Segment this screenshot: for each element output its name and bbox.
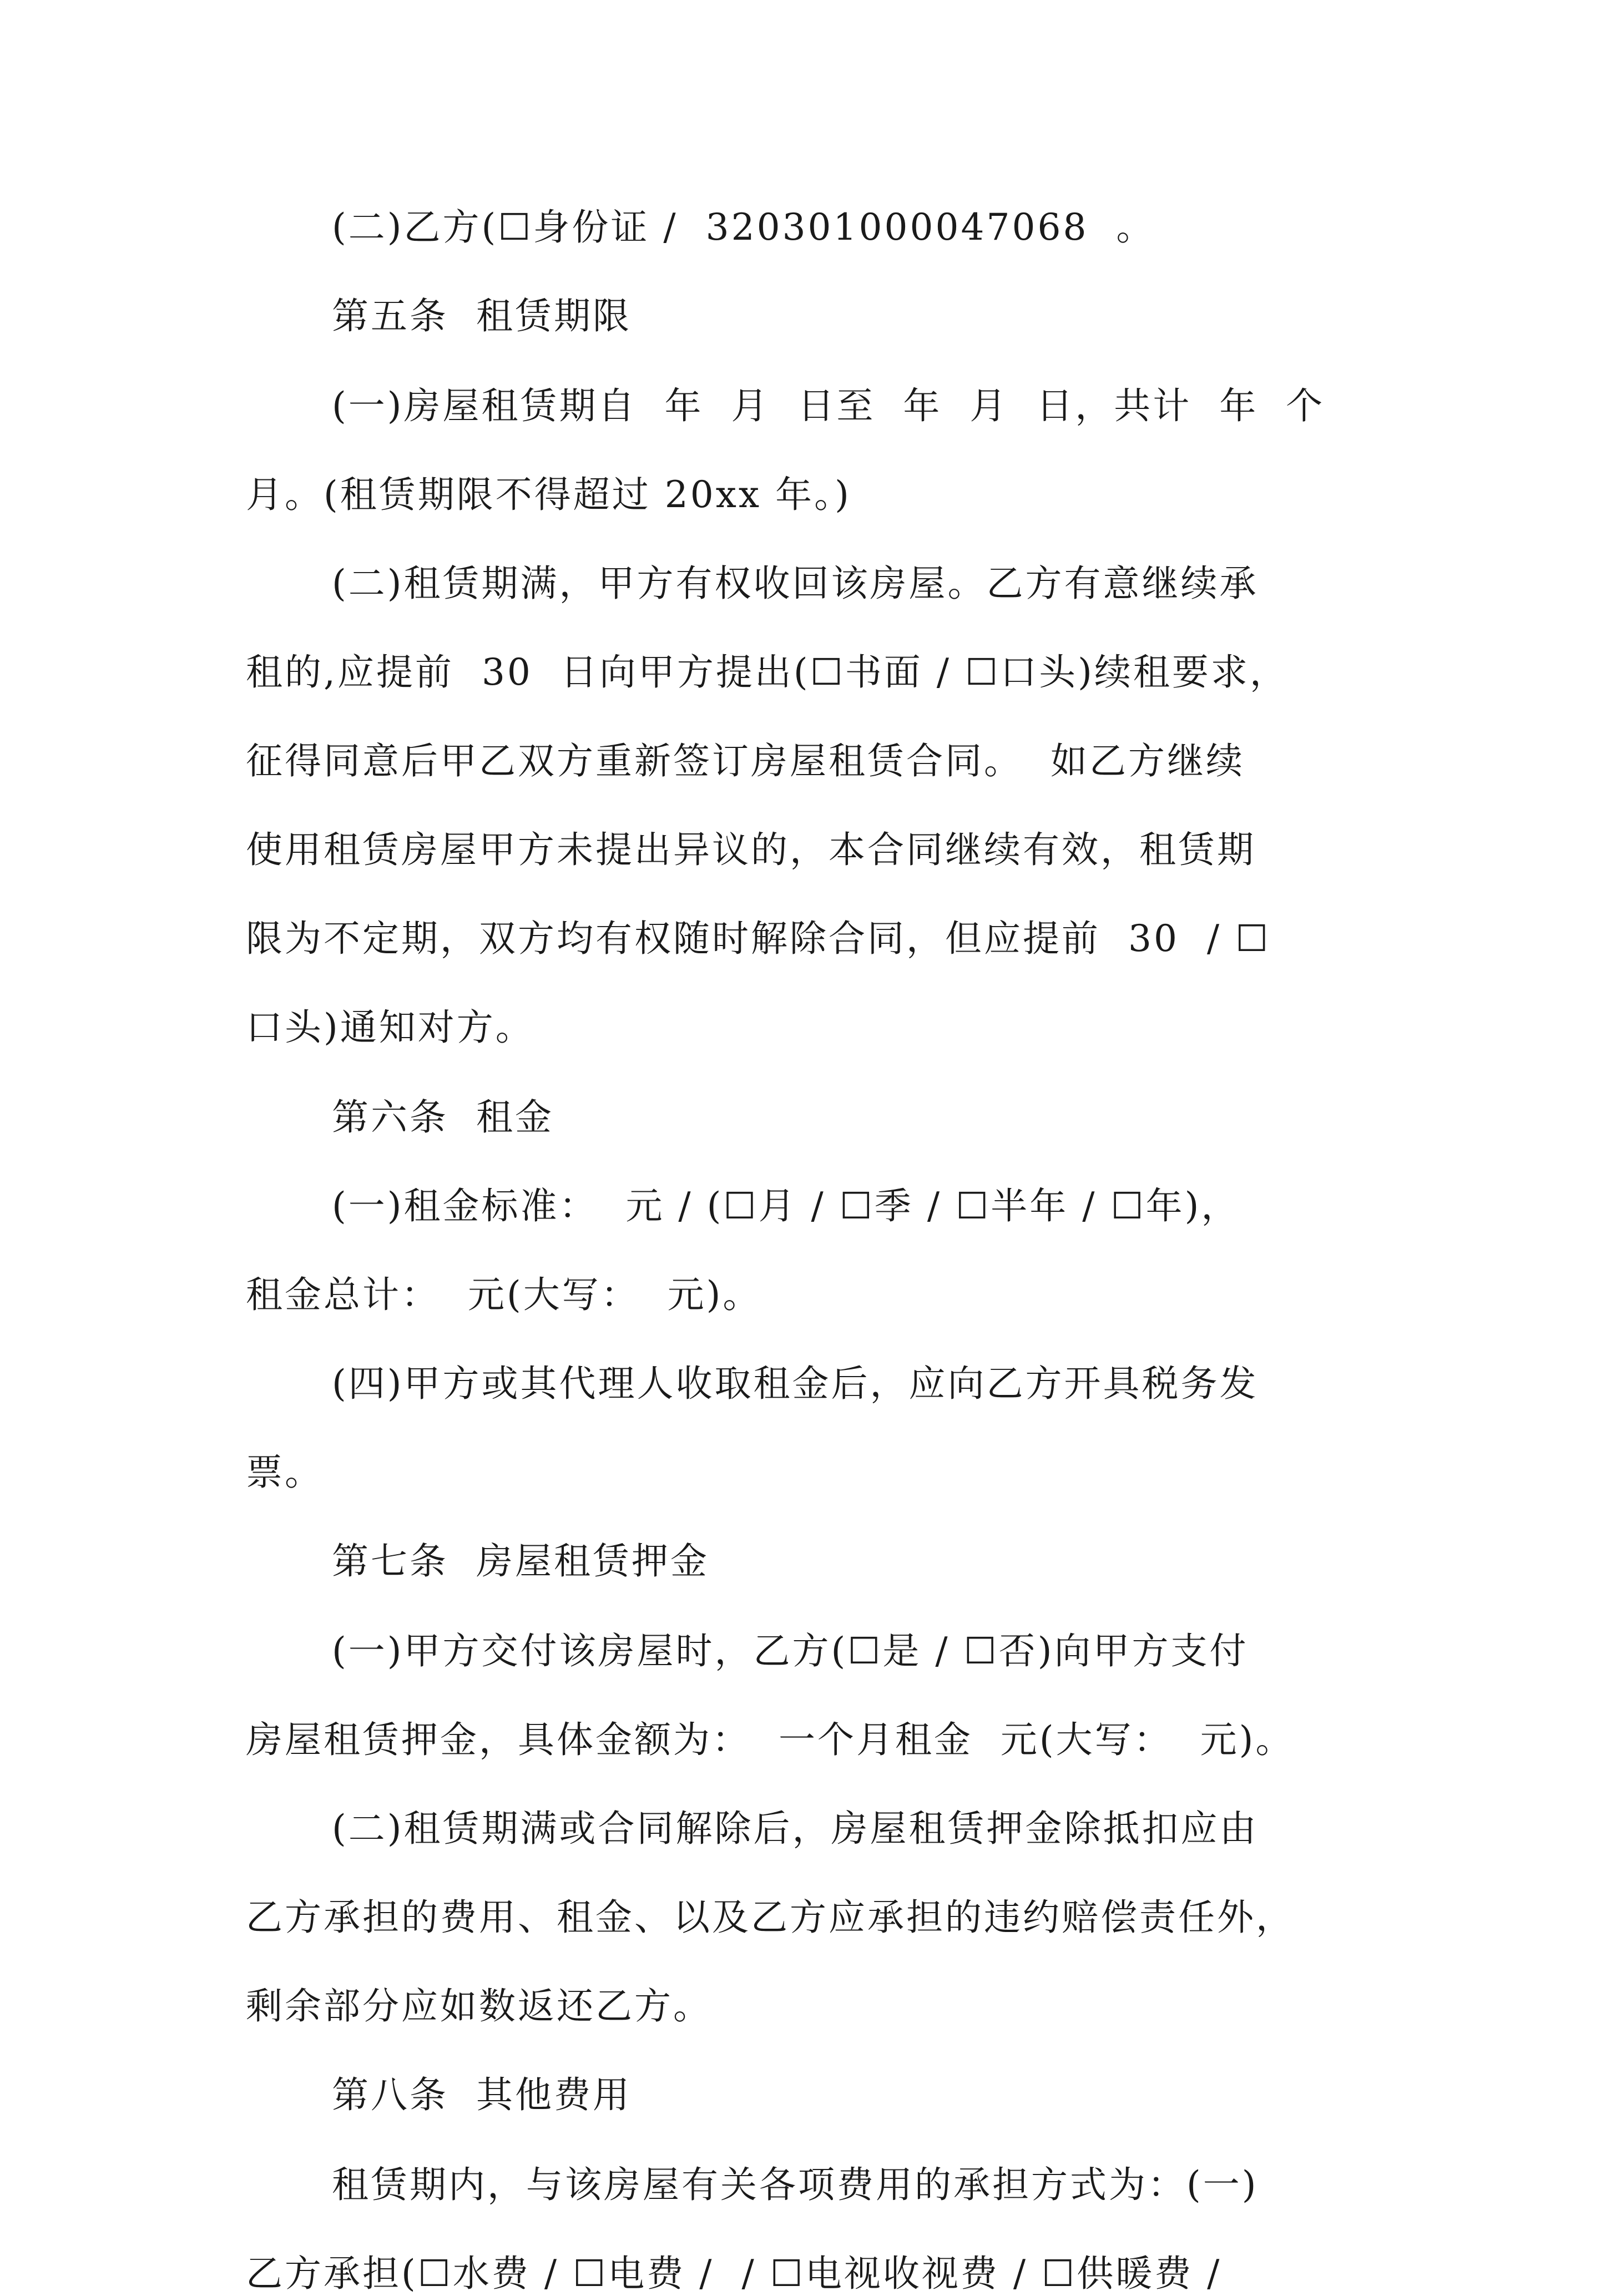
line-deposit-return-1: (二)租赁期满或合同解除后，房屋租赁押金除抵扣应由 [332,1807,1259,1850]
line-renewal-1: (二)租赁期满，甲方有权收回该房屋。乙方有意继续承 [332,562,1259,605]
line-deposit-1: (一)甲方交付该房屋时，乙方(☐是 / ☐否)向甲方支付 [332,1630,1249,1672]
line-rent-total: 租金总计： 元(大写： 元)。 [246,1273,762,1316]
line-rent-standard: (一)租金标准： 元 / (☐月 / ☐季 / ☐半年 / ☐年)， [332,1185,1240,1227]
heading-article-8: 第八条 其他费用 [332,2074,632,2116]
line-deposit-2: 房屋租赁押金，具体金额为： 一个月租金 元(大写： 元)。 [246,1718,1295,1761]
line-rent-invoice-1: (四)甲方或其代理人收取租金后，应向乙方开具税务发 [332,1362,1259,1405]
line-renewal-5: 限为不定期，双方均有权随时解除合同，但应提前 30 / ☐ [246,917,1271,960]
line-deposit-return-3: 剩余部分应如数返还乙方。 [246,1985,712,2027]
line-other-fees-2: 乙方承担(☐水费 / ☐电费 / / ☐电视收视费 / ☐供暖费 / [246,2252,1222,2295]
line-lease-term-1: (一)房屋租赁期自 年 月 日至 年 月 日，共计 年 个 [332,385,1325,427]
line-renewal-2: 租的,应提前 30 日向甲方提出(☐书面 / ☐口头)续租要求， [246,651,1289,694]
heading-article-5: 第五条 租赁期限 [332,295,632,337]
line-party-b-id: (二)乙方(☐身份证 / 320301000047068 。 [332,206,1155,249]
line-lease-term-2: 月。(租赁期限不得超过 20xx 年。) [246,473,851,516]
line-rent-invoice-2: 票。 [246,1451,324,1494]
line-renewal-6: 口头)通知对方。 [246,1006,534,1049]
heading-article-7: 第七条 房屋租赁押金 [332,1540,709,1582]
line-renewal-3: 征得同意后甲乙双方重新签订房屋租赁合同。 如乙方继续 [246,740,1245,782]
line-deposit-return-2: 乙方承担的费用、租金、以及乙方应承担的违约赔偿责任外， [246,1896,1295,1939]
line-renewal-4: 使用租赁房屋甲方未提出异议的，本合同继续有效，租赁期 [246,828,1256,871]
heading-article-6: 第六条 租金 [332,1096,554,1139]
line-other-fees-1: 租赁期内，与该房屋有关各项费用的承担方式为：(一) [332,2163,1259,2206]
